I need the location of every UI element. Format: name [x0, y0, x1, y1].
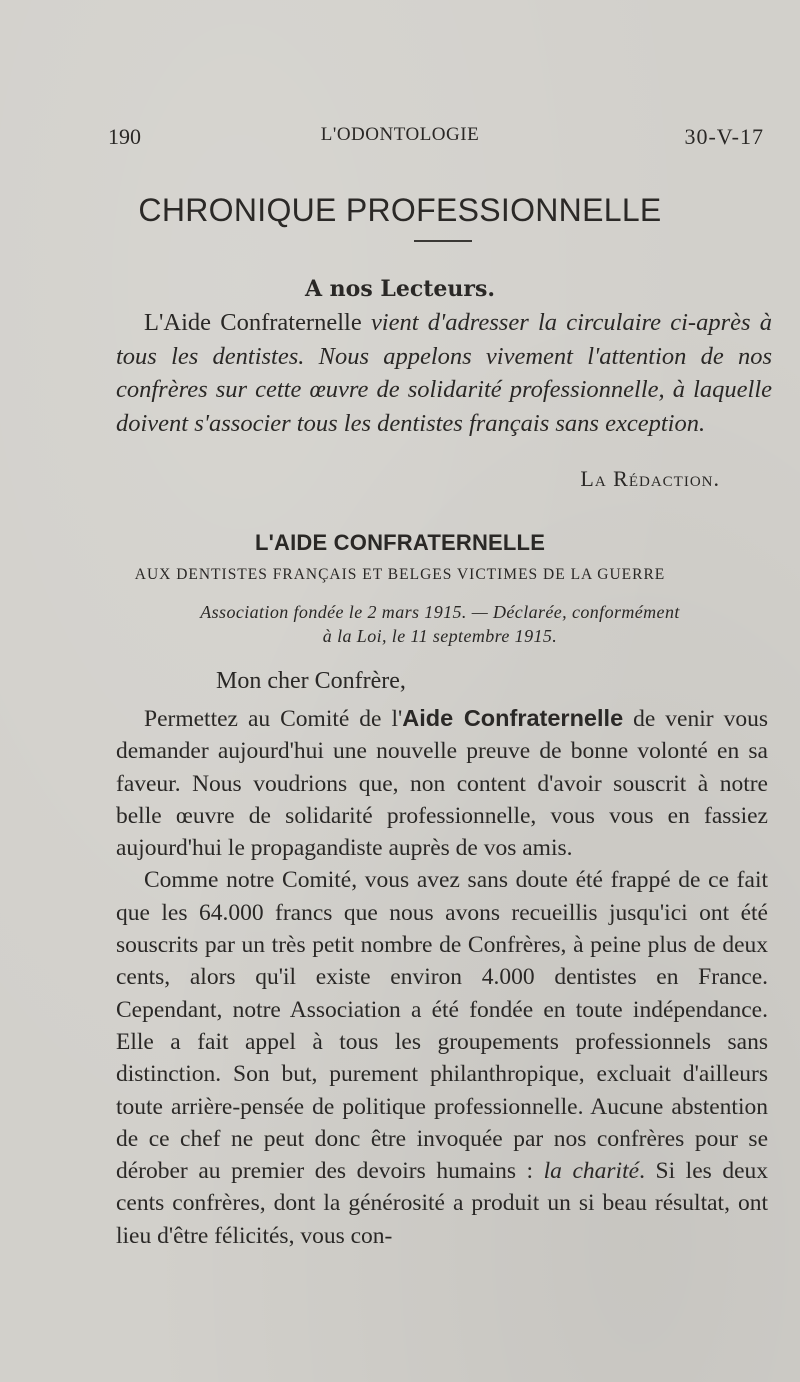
letter-body — [116, 702, 768, 1252]
p2-before: Comme notre Comité, vous avez sans doute été frappé de ce fait que les 64.000 francs que nous avons recueillis jusqu'ici ont été souscrits par un très petit nombre de Confrères, à peine plus de deux cents, alors qu'il existe environ 4.000 dentistes en France. Cependant, notre Association a été fondée en toute indépendance. Elle a fait appel à tous les groupements professionnels sans distinction. Son but, purement philanthropique, excluait d'ailleurs toute arrière-pensée de politique professionnelle. Aucune abstention de ce chef ne peut donc être invoquée par nos confrères pour se dérober au premier des devoirs humains : — [116, 867, 768, 1185]
running-head — [0, 124, 800, 154]
page-number: 190 — [108, 124, 141, 149]
issue-date: 30-V-17 — [684, 124, 764, 149]
founding-line-1: Association fondée le 2 mars 1915. — Déclarée, conformément — [200, 602, 680, 622]
organization-founding — [110, 600, 770, 648]
letter-paragraph-2 — [116, 864, 768, 1252]
journal-name: L'ODONTOLOGIE — [320, 124, 480, 145]
association-name: Aide Confraternelle — [402, 705, 624, 731]
readers-note-body-start: L'Aide Confraternelle — [144, 309, 362, 336]
readers-note-body-italic: vient d'adresser la circulaire ci-après à tous les dentistes. Nous appelons vivement l'attention de nos confrères sur cette œuvre de solidarité professionnelle, à laquelle doivent s'associer tous les dentistes français sans exception. — [116, 309, 772, 437]
chronicle-title: CHRONIQUE PROFESSIONNELLE — [138, 192, 662, 228]
editorial-signature: La Rédaction. — [580, 466, 720, 491]
readers-note-heading: A nos Lecteurs. — [304, 276, 496, 302]
organization-subtitle: AUX DENTISTES FRANÇAIS ET BELGES VICTIMES DE LA GUERRE — [134, 566, 666, 583]
title-rule — [414, 240, 472, 242]
p2-italic: la charité — [543, 1158, 640, 1185]
letter-paragraph-1 — [116, 702, 768, 864]
readers-note — [116, 306, 772, 440]
readers-note-paragraph — [116, 306, 772, 440]
founding-line-2: à la Loi, le 11 septembre 1915. — [322, 626, 558, 646]
letter-salutation: Mon cher Confrère, — [216, 668, 406, 694]
p1-before: Permettez au Comité de l' — [144, 706, 403, 732]
p2-after: . Si les deux cents confrères, dont la générosité a produit un si beau résultat, ont lieu d'être félicités, vous con- — [116, 1158, 769, 1249]
organization-name: L'AIDE CONFRATERNELLE — [254, 530, 546, 555]
p1-after: de venir vous demander aujourd'hui une nouvelle preuve de bonne volonté en sa faveur. Nous voudrions que, non content d'avoir souscrit à notre belle œuvre de solidarité professionnelle, vous vous en fassiez aujourd'hui le propagandiste auprès de vos amis. — [116, 706, 768, 862]
